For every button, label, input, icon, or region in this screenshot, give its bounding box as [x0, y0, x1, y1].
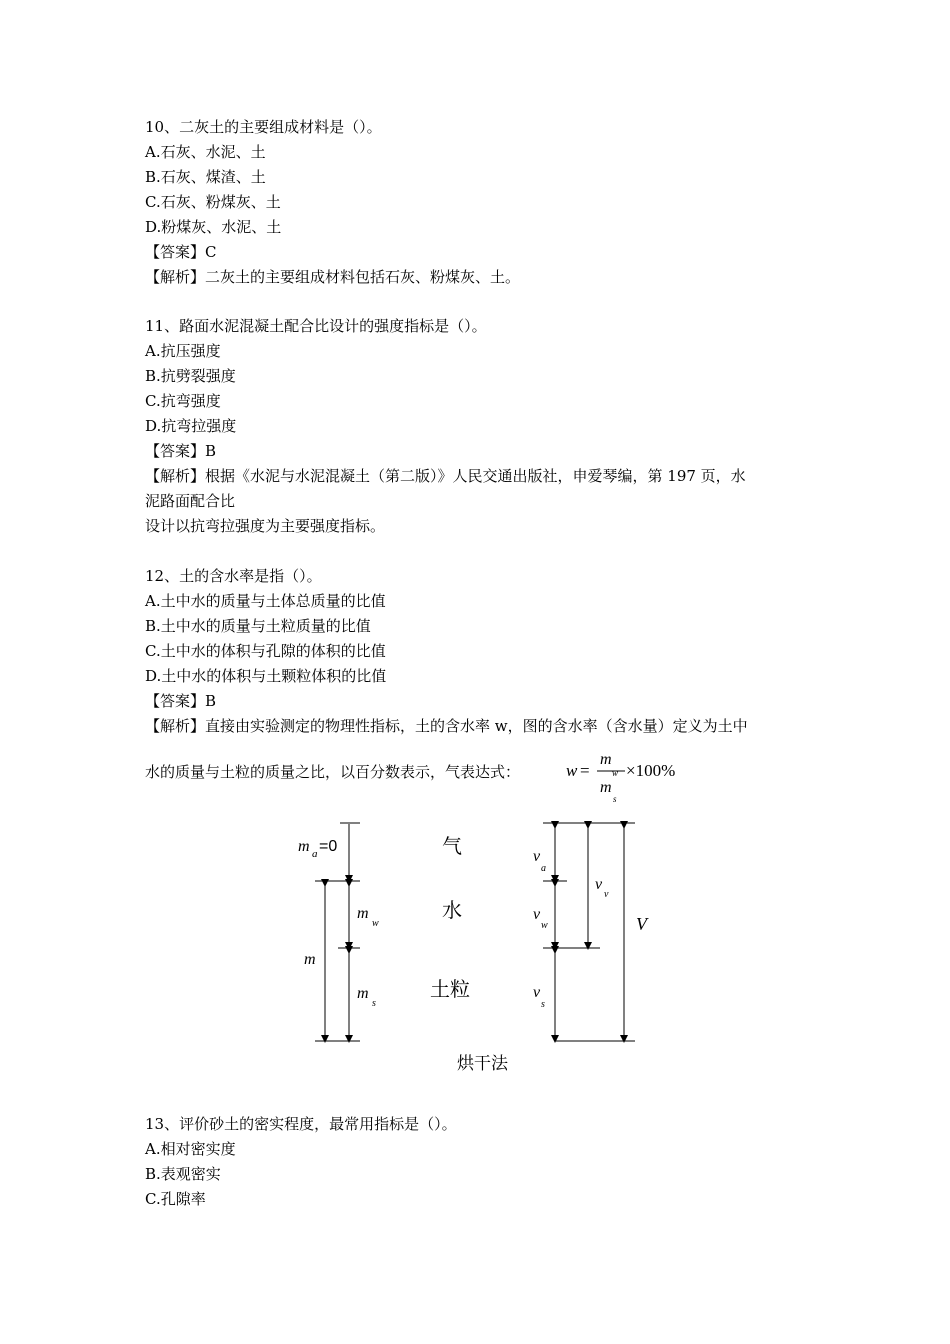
q11-option-d: D.抗弯拉强度: [145, 417, 237, 435]
q11-option-a: A.抗压强度: [145, 342, 221, 360]
formula-denominator: m: [600, 779, 612, 796]
formula-numerator-sub: w: [612, 768, 619, 778]
q10-answer: 【答案】C: [145, 243, 217, 261]
label-vs: v: [533, 984, 541, 1001]
label-va: v: [533, 848, 541, 865]
formula-numerator: m: [600, 751, 612, 768]
label-ma-value: =0: [319, 838, 338, 855]
label-V: V: [636, 914, 647, 934]
q12-analysis-line-1: 【解析】直接由实验测定的物理性指标，土的含水率 w，图的含水率（含水量）定义为土中: [145, 717, 748, 735]
label-ma-sub: a: [312, 848, 318, 860]
q12-stem: 12、土的含水率是指（）。: [145, 567, 322, 585]
label-mw: m: [357, 905, 369, 922]
phase-water: 水: [442, 898, 462, 922]
q13-option-b: B.表观密实: [145, 1165, 221, 1183]
q11-answer: 【答案】B: [145, 442, 217, 460]
q12-answer: 【答案】B: [145, 692, 217, 710]
formula-equals: =: [580, 761, 590, 780]
q10-stem: 10、二灰土的主要组成材料是（）。: [145, 118, 382, 136]
q10-option-c: C.石灰、粉煤灰、土: [145, 193, 281, 211]
label-ms-sub: s: [372, 998, 376, 1009]
label-vv-sub: v: [604, 889, 609, 900]
q12-option-d: D.土中水的体积与土颗粒体积的比值: [145, 667, 387, 685]
label-mw-sub: w: [372, 918, 379, 929]
formula-denominator-sub: s: [613, 794, 617, 804]
q13-option-a: A.相对密实度: [145, 1140, 236, 1158]
q12-option-a: A.土中水的质量与土体总质量的比值: [145, 592, 386, 610]
q11-analysis-line-1: 【解析】根据《水泥与水泥混凝土（第二版）》人民交通出版社，申爱琴编，第 197 页，水: [145, 467, 746, 485]
water-content-formula: [560, 746, 690, 806]
label-vs-sub: s: [541, 999, 545, 1010]
soil-phase-diagram: [295, 815, 655, 1080]
q11-analysis-line-3: 设计以抗弯拉强度为主要强度指标。: [145, 517, 386, 535]
label-m: m: [304, 951, 316, 968]
q13-option-c: C.孔隙率: [145, 1190, 206, 1208]
q11-option-b: B.抗劈裂强度: [145, 367, 236, 385]
q13-stem: 13、评价砂土的密实程度，最常用指标是（）。: [145, 1115, 457, 1133]
q11-analysis-line-2: 泥路面配合比: [145, 492, 236, 510]
label-vv: v: [595, 876, 603, 893]
label-ma: m: [298, 838, 310, 855]
label-va-sub: a: [541, 863, 546, 874]
q10-option-b: B.石灰、煤渣、土: [145, 168, 266, 186]
q10-option-d: D.粉煤灰、水泥、土: [145, 218, 282, 236]
q12-analysis-line-2: 水的质量与土粒的质量之比，以百分数表示，气表达式：: [145, 763, 521, 781]
q10-analysis: 【解析】二灰土的主要组成材料包括石灰、粉煤灰、土。: [145, 268, 521, 286]
phase-soil-particles: 土粒: [430, 977, 470, 1001]
label-vw-sub: w: [541, 920, 548, 931]
q10-option-a: A.石灰、水泥、土: [145, 143, 266, 161]
label-vw: v: [533, 906, 541, 923]
q11-stem: 11、路面水泥混凝土配合比设计的强度指标是（）。: [145, 317, 487, 335]
q12-option-b: B.土中水的质量与土粒质量的比值: [145, 617, 371, 635]
q11-option-c: C.抗弯强度: [145, 392, 221, 410]
diagram-caption: 烘干法: [457, 1054, 508, 1074]
phase-air: 气: [442, 834, 462, 858]
label-ms: m: [357, 985, 369, 1002]
formula-times-percent: ×100%: [626, 761, 676, 780]
formula-lhs: w: [566, 761, 578, 780]
q12-option-c: C.土中水的体积与孔隙的体积的比值: [145, 642, 386, 660]
